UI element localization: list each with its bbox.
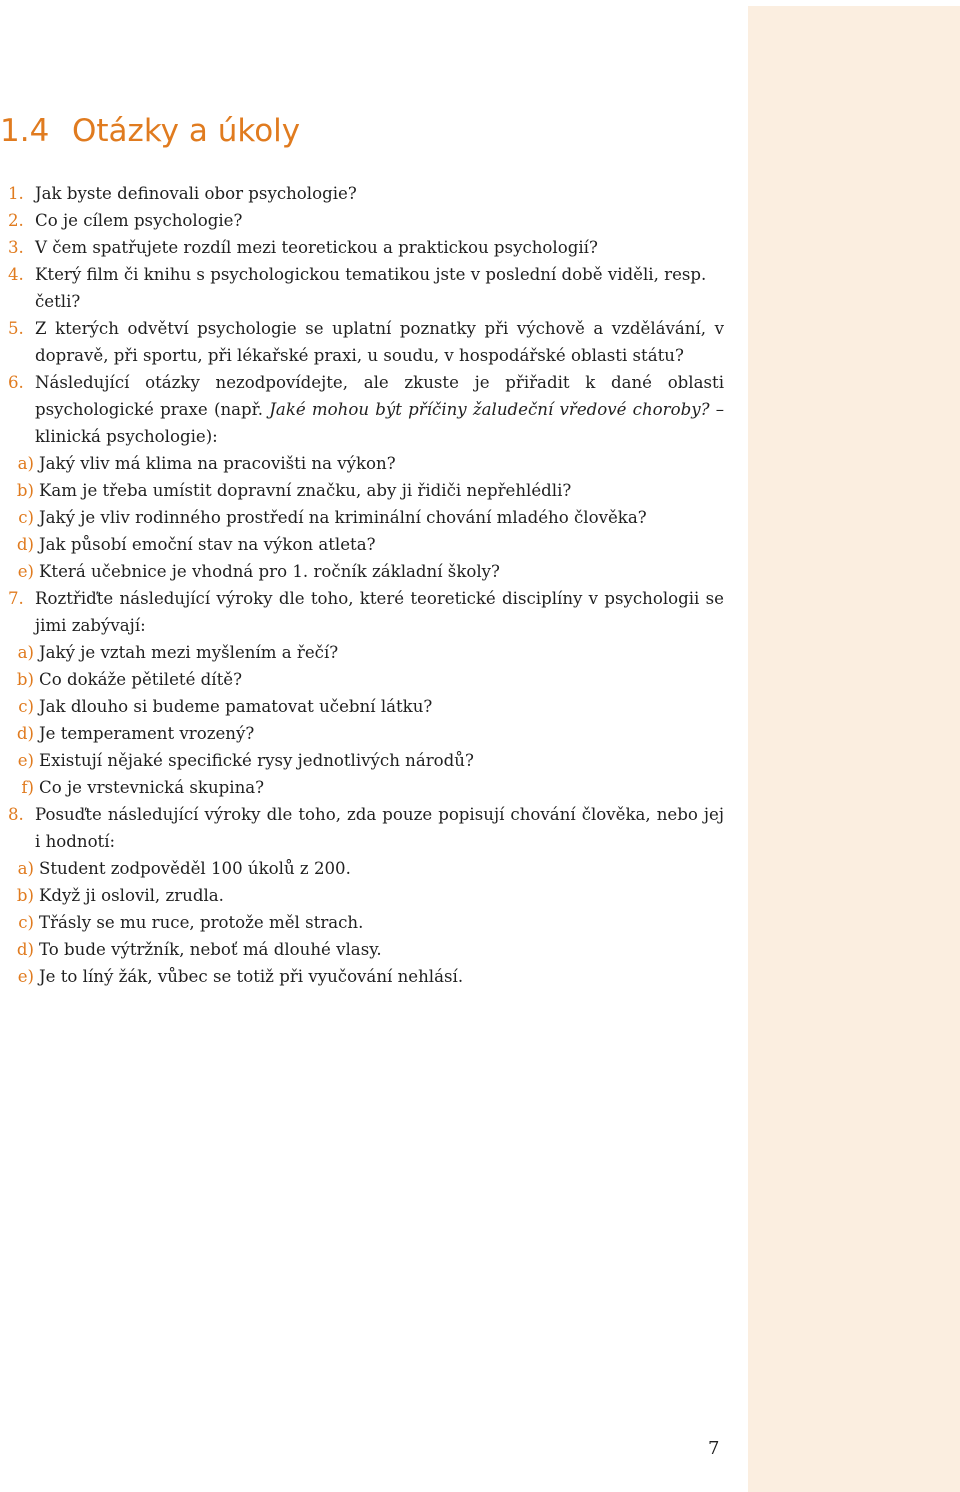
sub-letter: a)	[17, 859, 34, 878]
sub-question	[8, 963, 724, 990]
question-text: Z kterých odvětví psychologie se uplatní poznatky při výchově a vzdělávání, v dopravě, při sportu, při lékařské praxi, u soudu, v hospodářské oblasti státu?	[35, 319, 724, 365]
question-text: Posuďte následující výroky dle toho, zda pouze popisují chování člověka, nebo jej i hodnotí:	[35, 805, 724, 851]
question-item	[8, 801, 724, 855]
sub-letter: a)	[17, 643, 34, 662]
sub-letter: d)	[16, 940, 34, 959]
question-text: Jak byste definovali obor psychologie?	[35, 184, 357, 203]
question-item	[8, 369, 724, 450]
sub-text: Jak dlouho si budeme pamatovat učební látku?	[39, 697, 433, 716]
question-text: Roztřiďte následující výroky dle toho, které teoretické disciplíny v psychologii se jimi zabývají:	[35, 589, 724, 635]
sub-question	[8, 747, 724, 774]
sub-question	[8, 666, 724, 693]
sub-question	[8, 882, 724, 909]
sub-letter: c)	[18, 913, 34, 932]
question-text: Co je cílem psychologie?	[35, 211, 243, 230]
sub-question	[8, 855, 724, 882]
sub-text: Třásly se mu ruce, protože měl strach.	[39, 913, 364, 932]
question-number: 8.	[8, 805, 24, 824]
sub-question	[8, 693, 724, 720]
question-number: 7.	[8, 589, 24, 608]
section-title: Otázky a úkoly	[72, 113, 301, 149]
question-list	[8, 180, 724, 990]
sub-question	[8, 639, 724, 666]
question-number: 5.	[8, 319, 24, 338]
question-text: Následující otázky nezodpovídejte, ale zkuste je přiřadit k dané oblasti psychologické praxe (např.	[35, 373, 724, 419]
sub-text: Když ji oslovil, zrudla.	[39, 886, 224, 905]
question-item	[8, 234, 724, 261]
sub-text: To bude výtržník, neboť má dlouhé vlasy.	[39, 940, 382, 959]
sub-letter: b)	[16, 670, 34, 689]
question-text-end: – klinická psychologie):	[35, 400, 724, 446]
question-example: Jaké mohou být příčiny žaludeční vředové choroby?	[269, 400, 710, 419]
question-text: V čem spatřujete rozdíl mezi teoretickou a praktickou psychologií?	[35, 238, 598, 257]
section-number: 1.4	[0, 113, 50, 149]
sub-text: Jaký je vztah mezi myšlením a řečí?	[39, 643, 339, 662]
sub-text: Jak působí emoční stav na výkon atleta?	[39, 535, 376, 554]
sub-letter: f)	[21, 778, 34, 797]
sub-question	[8, 774, 724, 801]
sub-question	[8, 909, 724, 936]
sub-question	[8, 504, 724, 531]
sub-letter: e)	[17, 967, 34, 986]
question-number: 2.	[8, 211, 24, 230]
sub-question	[8, 531, 724, 558]
page-margin-band	[748, 6, 960, 1492]
question-number: 4.	[8, 265, 24, 284]
sub-letter: b)	[16, 886, 34, 905]
sub-letter: a)	[17, 454, 34, 473]
sub-letter: e)	[17, 751, 34, 770]
sub-question	[8, 558, 724, 585]
sub-text: Co je vrstevnická skupina?	[39, 778, 265, 797]
sub-question	[8, 450, 724, 477]
sub-question	[8, 720, 724, 747]
sub-letter: e)	[17, 562, 34, 581]
sub-letter: c)	[18, 697, 34, 716]
sub-question	[8, 477, 724, 504]
sub-question	[8, 936, 724, 963]
sub-text: Která učebnice je vhodná pro 1. ročník základní školy?	[39, 562, 500, 581]
sub-letter: c)	[18, 508, 34, 527]
question-item	[8, 261, 724, 315]
question-number: 1.	[8, 184, 24, 203]
sub-text: Je to líný žák, vůbec se totiž při vyučování nehlásí.	[39, 967, 464, 986]
question-item	[8, 207, 724, 234]
sub-text: Kam je třeba umístit dopravní značku, aby ji řidiči nepřehlédli?	[39, 481, 572, 500]
sub-text: Jaký vliv má klima na pracovišti na výkon?	[39, 454, 396, 473]
sub-text: Jaký je vliv rodinného prostředí na kriminální chování mladého člověka?	[39, 508, 647, 527]
question-number: 6.	[8, 373, 24, 392]
question-number: 3.	[8, 238, 24, 257]
sub-letter: d)	[16, 535, 34, 554]
question-item	[8, 180, 724, 207]
sub-text: Je temperament vrozený?	[39, 724, 255, 743]
question-item	[8, 315, 724, 369]
page-number: 7	[708, 1438, 720, 1459]
sub-letter: b)	[16, 481, 34, 500]
sub-text: Student zodpověděl 100 úkolů z 200.	[39, 859, 351, 878]
sub-letter: d)	[16, 724, 34, 743]
sub-text: Co dokáže pětileté dítě?	[39, 670, 242, 689]
sub-text: Existují nějaké specifické rysy jednotlivých národů?	[39, 751, 474, 770]
section-heading	[0, 113, 300, 149]
question-text: Který film či knihu s psychologickou tematikou jste v poslední době viděli, resp. četli?	[35, 265, 707, 311]
question-item	[8, 585, 724, 639]
